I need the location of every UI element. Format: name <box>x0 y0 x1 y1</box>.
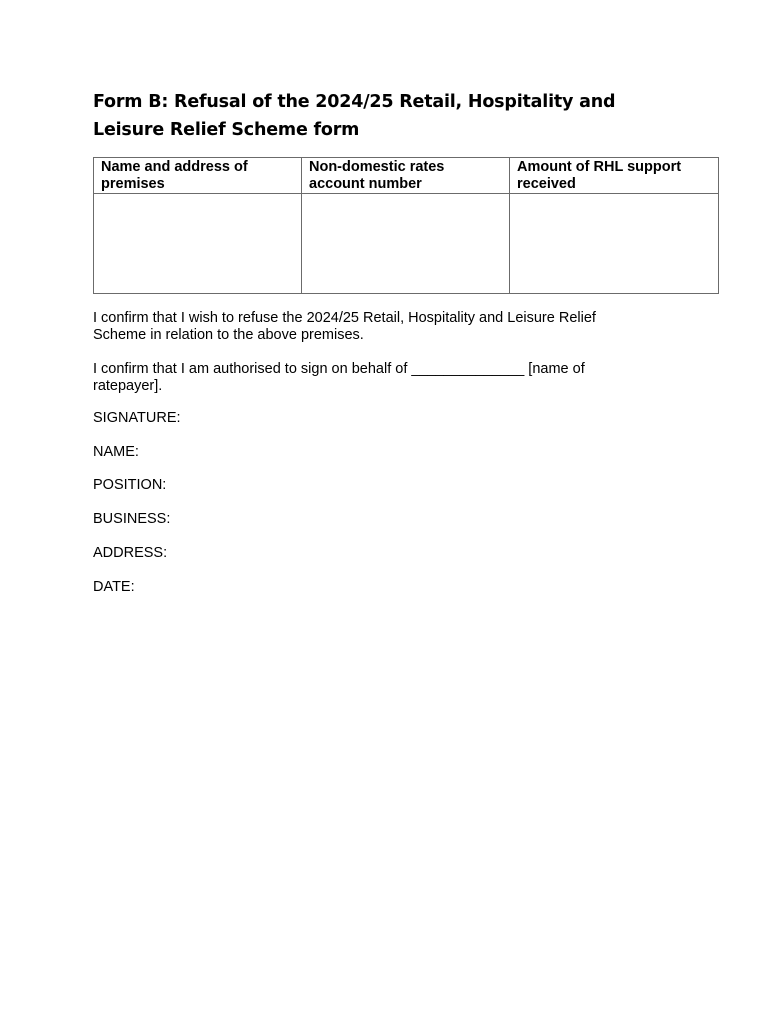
date-label: DATE: <box>93 579 135 595</box>
column-header-premises: Name and address of premises <box>94 158 302 194</box>
column-header-account-number: Non-domestic rates account number <box>302 158 510 194</box>
form-title: Form B: Refusal of the 2024/25 Retail, Hospitality and Leisure Relief Scheme form <box>93 92 616 140</box>
address-label: ADDRESS: <box>93 545 168 561</box>
table-row <box>94 194 719 294</box>
signature-label: SIGNATURE: <box>93 410 181 426</box>
name-label: NAME: <box>93 444 139 460</box>
refusal-confirmation-text: I confirm that I wish to refuse the 2024/25 Retail, Hospitality and Leisure Relief Scheme in relation to the above premises. <box>93 310 596 343</box>
business-label: BUSINESS: <box>93 511 171 527</box>
position-label: POSITION: <box>93 477 167 493</box>
rhl-support-cell[interactable] <box>510 194 719 294</box>
account-number-cell[interactable] <box>302 194 510 294</box>
table-header-row <box>94 158 719 194</box>
column-header-rhl-support: Amount of RHL support received <box>510 158 719 194</box>
premises-table <box>93 157 719 294</box>
premises-cell[interactable] <box>94 194 302 294</box>
authorisation-confirmation-text: I confirm that I am authorised to sign on behalf of ______________ [name of ratepayer]. <box>93 361 585 394</box>
